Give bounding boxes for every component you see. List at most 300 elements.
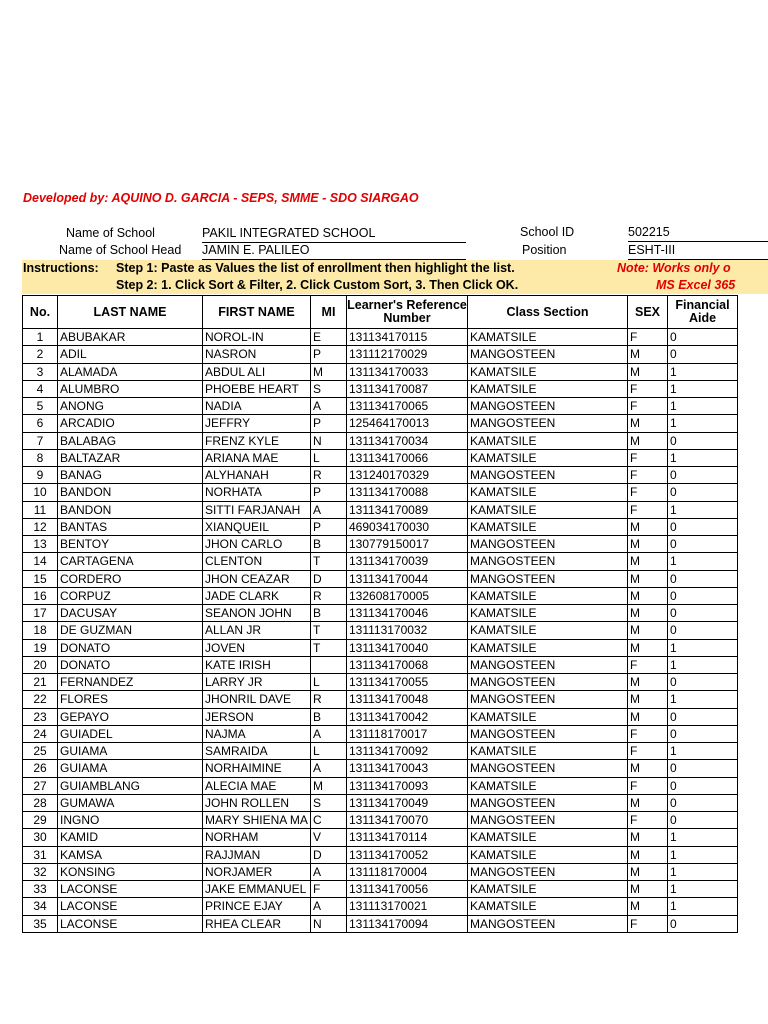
cell-sex[interactable]: F [628, 812, 668, 829]
table-row[interactable] [23, 846, 738, 863]
cell-lrn[interactable]: 131134170068 [347, 656, 468, 673]
cell-sex[interactable]: M [628, 691, 668, 708]
cell-class-section[interactable]: MANGOSTEEN [468, 863, 628, 880]
cell-no[interactable]: 26 [23, 760, 58, 777]
cell-sex[interactable]: M [628, 674, 668, 691]
cell-sex[interactable]: M [628, 794, 668, 811]
cell-lrn[interactable]: 131134170070 [347, 812, 468, 829]
cell-class-section[interactable]: KAMATSILE [468, 829, 628, 846]
cell-last-name[interactable]: DONATO [58, 639, 203, 656]
cell-lrn[interactable]: 131134170043 [347, 760, 468, 777]
cell-financial-aide[interactable]: 1 [668, 829, 738, 846]
cell-sex[interactable]: F [628, 501, 668, 518]
cell-lrn[interactable]: 131240170329 [347, 467, 468, 484]
cell-last-name[interactable]: ADIL [58, 346, 203, 363]
cell-no[interactable]: 4 [23, 380, 58, 397]
cell-sex[interactable]: M [628, 760, 668, 777]
cell-no[interactable]: 29 [23, 812, 58, 829]
cell-lrn[interactable]: 131134170033 [347, 363, 468, 380]
cell-class-section[interactable]: KAMATSILE [468, 329, 628, 346]
cell-last-name[interactable]: GUIAMA [58, 743, 203, 760]
header-sex[interactable]: SEX [628, 296, 668, 329]
cell-class-section[interactable]: KAMATSILE [468, 484, 628, 501]
cell-mi[interactable]: T [311, 639, 347, 656]
cell-sex[interactable]: F [628, 484, 668, 501]
cell-class-section[interactable]: KAMATSILE [468, 777, 628, 794]
cell-sex[interactable]: F [628, 915, 668, 932]
cell-first-name[interactable]: XIANQUEIL [203, 518, 311, 535]
cell-financial-aide[interactable]: 0 [668, 674, 738, 691]
cell-lrn[interactable]: 131134170049 [347, 794, 468, 811]
cell-first-name[interactable]: JOVEN [203, 639, 311, 656]
cell-class-section[interactable]: KAMATSILE [468, 449, 628, 466]
cell-last-name[interactable]: FLORES [58, 691, 203, 708]
cell-class-section[interactable]: KAMATSILE [468, 881, 628, 898]
school-head-value[interactable]: JAMIN E. PALILEO [202, 243, 466, 260]
cell-class-section[interactable]: MANGOSTEEN [468, 725, 628, 742]
cell-first-name[interactable]: NORHATA [203, 484, 311, 501]
cell-class-section[interactable]: MANGOSTEEN [468, 812, 628, 829]
cell-financial-aide[interactable]: 1 [668, 656, 738, 673]
cell-first-name[interactable]: JEFFRY [203, 415, 311, 432]
cell-class-section[interactable]: KAMATSILE [468, 363, 628, 380]
cell-sex[interactable]: M [628, 553, 668, 570]
cell-class-section[interactable]: KAMATSILE [468, 380, 628, 397]
cell-mi[interactable]: L [311, 449, 347, 466]
table-row[interactable] [23, 863, 738, 880]
cell-lrn[interactable]: 132608170005 [347, 587, 468, 604]
cell-financial-aide[interactable]: 0 [668, 794, 738, 811]
cell-no[interactable]: 6 [23, 415, 58, 432]
cell-first-name[interactable]: JOHN ROLLEN [203, 794, 311, 811]
cell-first-name[interactable]: JHON CEAZAR [203, 570, 311, 587]
cell-lrn[interactable]: 131112170029 [347, 346, 468, 363]
cell-mi[interactable]: P [311, 518, 347, 535]
cell-class-section[interactable]: KAMATSILE [468, 605, 628, 622]
cell-no[interactable]: 28 [23, 794, 58, 811]
cell-last-name[interactable]: KONSING [58, 863, 203, 880]
cell-class-section[interactable]: KAMATSILE [468, 501, 628, 518]
cell-first-name[interactable]: ARIANA MAE [203, 449, 311, 466]
cell-mi[interactable]: A [311, 760, 347, 777]
cell-class-section[interactable]: MANGOSTEEN [468, 536, 628, 553]
cell-first-name[interactable]: ABDUL ALI [203, 363, 311, 380]
table-row[interactable] [23, 605, 738, 622]
cell-mi[interactable]: R [311, 467, 347, 484]
cell-lrn[interactable]: 131113170032 [347, 622, 468, 639]
cell-lrn[interactable]: 131118170017 [347, 725, 468, 742]
cell-class-section[interactable]: MANGOSTEEN [468, 467, 628, 484]
cell-mi[interactable]: B [311, 605, 347, 622]
cell-no[interactable]: 23 [23, 708, 58, 725]
table-row[interactable] [23, 380, 738, 397]
cell-no[interactable]: 5 [23, 398, 58, 415]
cell-class-section[interactable]: MANGOSTEEN [468, 656, 628, 673]
cell-no[interactable]: 12 [23, 518, 58, 535]
cell-last-name[interactable]: BANAG [58, 467, 203, 484]
cell-sex[interactable]: M [628, 536, 668, 553]
cell-lrn[interactable]: 131134170034 [347, 432, 468, 449]
cell-financial-aide[interactable]: 0 [668, 432, 738, 449]
cell-no[interactable]: 30 [23, 829, 58, 846]
cell-last-name[interactable]: DACUSAY [58, 605, 203, 622]
cell-lrn[interactable]: 131134170039 [347, 553, 468, 570]
cell-sex[interactable]: M [628, 898, 668, 915]
cell-mi[interactable]: V [311, 829, 347, 846]
table-row[interactable] [23, 553, 738, 570]
cell-no[interactable]: 32 [23, 863, 58, 880]
cell-first-name[interactable]: LARRY JR [203, 674, 311, 691]
cell-mi[interactable]: R [311, 587, 347, 604]
cell-financial-aide[interactable]: 1 [668, 415, 738, 432]
cell-class-section[interactable]: KAMATSILE [468, 846, 628, 863]
cell-first-name[interactable]: JADE CLARK [203, 587, 311, 604]
table-row[interactable] [23, 467, 738, 484]
cell-no[interactable]: 13 [23, 536, 58, 553]
cell-financial-aide[interactable]: 0 [668, 725, 738, 742]
cell-financial-aide[interactable]: 1 [668, 863, 738, 880]
cell-lrn[interactable]: 131134170115 [347, 329, 468, 346]
cell-first-name[interactable]: NORHAM [203, 829, 311, 846]
cell-financial-aide[interactable]: 0 [668, 587, 738, 604]
cell-mi[interactable]: P [311, 346, 347, 363]
cell-no[interactable]: 18 [23, 622, 58, 639]
cell-last-name[interactable]: CORPUZ [58, 587, 203, 604]
cell-sex[interactable]: M [628, 829, 668, 846]
cell-class-section[interactable]: MANGOSTEEN [468, 346, 628, 363]
cell-class-section[interactable]: KAMATSILE [468, 743, 628, 760]
table-row[interactable] [23, 915, 738, 932]
cell-financial-aide[interactable]: 1 [668, 363, 738, 380]
cell-no[interactable]: 27 [23, 777, 58, 794]
cell-financial-aide[interactable]: 1 [668, 743, 738, 760]
cell-no[interactable]: 1 [23, 329, 58, 346]
cell-mi[interactable]: A [311, 398, 347, 415]
cell-mi[interactable]: S [311, 380, 347, 397]
table-row[interactable] [23, 794, 738, 811]
cell-mi[interactable]: N [311, 432, 347, 449]
cell-first-name[interactable]: NADIA [203, 398, 311, 415]
cell-first-name[interactable]: JERSON [203, 708, 311, 725]
cell-last-name[interactable]: CORDERO [58, 570, 203, 587]
cell-lrn[interactable]: 125464170013 [347, 415, 468, 432]
cell-sex[interactable]: F [628, 467, 668, 484]
table-row[interactable] [23, 484, 738, 501]
cell-financial-aide[interactable]: 0 [668, 777, 738, 794]
cell-financial-aide[interactable]: 0 [668, 467, 738, 484]
cell-first-name[interactable]: NORHAIMINE [203, 760, 311, 777]
cell-first-name[interactable]: PRINCE EJAY [203, 898, 311, 915]
cell-last-name[interactable]: GUIAMA [58, 760, 203, 777]
cell-sex[interactable]: F [628, 398, 668, 415]
cell-mi[interactable]: S [311, 794, 347, 811]
table-row[interactable] [23, 329, 738, 346]
cell-first-name[interactable]: RHEA CLEAR [203, 915, 311, 932]
cell-financial-aide[interactable]: 0 [668, 518, 738, 535]
cell-first-name[interactable]: JAKE EMMANUEL [203, 881, 311, 898]
cell-financial-aide[interactable]: 0 [668, 915, 738, 932]
cell-lrn[interactable]: 131118170004 [347, 863, 468, 880]
table-row[interactable] [23, 639, 738, 656]
cell-class-section[interactable]: MANGOSTEEN [468, 553, 628, 570]
cell-last-name[interactable]: BANTAS [58, 518, 203, 535]
cell-last-name[interactable]: DE GUZMAN [58, 622, 203, 639]
cell-sex[interactable]: M [628, 708, 668, 725]
cell-last-name[interactable]: KAMID [58, 829, 203, 846]
cell-no[interactable]: 24 [23, 725, 58, 742]
cell-mi[interactable]: P [311, 415, 347, 432]
cell-no[interactable]: 17 [23, 605, 58, 622]
cell-no[interactable]: 11 [23, 501, 58, 518]
header-financial-aide[interactable]: Financial Aide [668, 296, 738, 329]
cell-last-name[interactable]: LACONSE [58, 915, 203, 932]
table-row[interactable] [23, 415, 738, 432]
cell-sex[interactable]: M [628, 570, 668, 587]
table-row[interactable] [23, 777, 738, 794]
cell-no[interactable]: 9 [23, 467, 58, 484]
cell-class-section[interactable]: MANGOSTEEN [468, 760, 628, 777]
cell-lrn[interactable]: 131134170094 [347, 915, 468, 932]
cell-last-name[interactable]: GUIAMBLANG [58, 777, 203, 794]
cell-last-name[interactable]: DONATO [58, 656, 203, 673]
table-row[interactable] [23, 622, 738, 639]
cell-class-section[interactable]: KAMATSILE [468, 708, 628, 725]
cell-lrn[interactable]: 131134170040 [347, 639, 468, 656]
cell-no[interactable]: 33 [23, 881, 58, 898]
cell-mi[interactable] [311, 656, 347, 673]
cell-last-name[interactable]: LACONSE [58, 881, 203, 898]
cell-financial-aide[interactable]: 0 [668, 760, 738, 777]
cell-mi[interactable]: P [311, 484, 347, 501]
cell-sex[interactable]: M [628, 846, 668, 863]
cell-mi[interactable]: A [311, 725, 347, 742]
cell-lrn[interactable]: 131134170046 [347, 605, 468, 622]
cell-no[interactable]: 16 [23, 587, 58, 604]
cell-lrn[interactable]: 130779150017 [347, 536, 468, 553]
cell-class-section[interactable]: MANGOSTEEN [468, 691, 628, 708]
cell-class-section[interactable]: MANGOSTEEN [468, 570, 628, 587]
cell-class-section[interactable]: MANGOSTEEN [468, 398, 628, 415]
table-row[interactable] [23, 363, 738, 380]
cell-sex[interactable]: M [628, 415, 668, 432]
cell-financial-aide[interactable]: 1 [668, 881, 738, 898]
header-lrn[interactable]: Learner's Reference Number [347, 296, 468, 329]
cell-first-name[interactable]: ALLAN JR [203, 622, 311, 639]
cell-sex[interactable]: M [628, 863, 668, 880]
cell-no[interactable]: 34 [23, 898, 58, 915]
cell-lrn[interactable]: 131134170065 [347, 398, 468, 415]
cell-first-name[interactable]: ALECIA MAE [203, 777, 311, 794]
cell-mi[interactable]: F [311, 881, 347, 898]
cell-sex[interactable]: F [628, 656, 668, 673]
header-last-name[interactable]: LAST NAME [58, 296, 203, 329]
cell-sex[interactable]: F [628, 777, 668, 794]
cell-first-name[interactable]: NOROL-IN [203, 329, 311, 346]
cell-sex[interactable]: M [628, 881, 668, 898]
cell-last-name[interactable]: LACONSE [58, 898, 203, 915]
cell-first-name[interactable]: SITTI FARJANAH [203, 501, 311, 518]
cell-last-name[interactable]: BANDON [58, 501, 203, 518]
cell-no[interactable]: 19 [23, 639, 58, 656]
cell-lrn[interactable]: 131134170093 [347, 777, 468, 794]
cell-financial-aide[interactable]: 0 [668, 346, 738, 363]
cell-class-section[interactable]: KAMATSILE [468, 622, 628, 639]
cell-mi[interactable]: T [311, 622, 347, 639]
table-row[interactable] [23, 449, 738, 466]
cell-first-name[interactable]: SAMRAIDA [203, 743, 311, 760]
cell-no[interactable]: 14 [23, 553, 58, 570]
cell-no[interactable]: 20 [23, 656, 58, 673]
cell-lrn[interactable]: 131113170021 [347, 898, 468, 915]
cell-last-name[interactable]: ANONG [58, 398, 203, 415]
cell-sex[interactable]: F [628, 725, 668, 742]
cell-financial-aide[interactable]: 1 [668, 501, 738, 518]
cell-last-name[interactable]: GEPAYO [58, 708, 203, 725]
cell-financial-aide[interactable]: 0 [668, 622, 738, 639]
cell-sex[interactable]: M [628, 587, 668, 604]
cell-last-name[interactable]: GUMAWA [58, 794, 203, 811]
cell-lrn[interactable]: 131134170088 [347, 484, 468, 501]
cell-lrn[interactable]: 131134170087 [347, 380, 468, 397]
cell-class-section[interactable]: MANGOSTEEN [468, 415, 628, 432]
cell-first-name[interactable]: NORJAMER [203, 863, 311, 880]
cell-mi[interactable]: D [311, 846, 347, 863]
table-row[interactable] [23, 398, 738, 415]
cell-last-name[interactable]: BALABAG [58, 432, 203, 449]
school-id-value[interactable]: 502215 [628, 225, 768, 242]
cell-no[interactable]: 21 [23, 674, 58, 691]
table-row[interactable] [23, 812, 738, 829]
table-row[interactable] [23, 432, 738, 449]
cell-class-section[interactable]: KAMATSILE [468, 432, 628, 449]
table-row[interactable] [23, 760, 738, 777]
cell-sex[interactable]: M [628, 346, 668, 363]
cell-first-name[interactable]: JHONRIL DAVE [203, 691, 311, 708]
cell-no[interactable]: 22 [23, 691, 58, 708]
cell-last-name[interactable]: BENTOY [58, 536, 203, 553]
cell-lrn[interactable]: 131134170044 [347, 570, 468, 587]
cell-class-section[interactable]: MANGOSTEEN [468, 794, 628, 811]
table-row[interactable] [23, 518, 738, 535]
header-mi[interactable]: MI [311, 296, 347, 329]
cell-financial-aide[interactable]: 1 [668, 639, 738, 656]
cell-financial-aide[interactable]: 0 [668, 708, 738, 725]
cell-class-section[interactable]: KAMATSILE [468, 587, 628, 604]
cell-financial-aide[interactable]: 1 [668, 380, 738, 397]
cell-sex[interactable]: M [628, 432, 668, 449]
header-no[interactable]: No. [23, 296, 58, 329]
cell-first-name[interactable]: ALYHANAH [203, 467, 311, 484]
cell-last-name[interactable]: GUIADEL [58, 725, 203, 742]
cell-first-name[interactable]: RAJJMAN [203, 846, 311, 863]
cell-financial-aide[interactable]: 1 [668, 398, 738, 415]
cell-class-section[interactable]: KAMATSILE [468, 898, 628, 915]
cell-no[interactable]: 31 [23, 846, 58, 863]
cell-sex[interactable]: M [628, 639, 668, 656]
cell-financial-aide[interactable]: 1 [668, 553, 738, 570]
cell-sex[interactable]: F [628, 449, 668, 466]
cell-lrn[interactable]: 131134170066 [347, 449, 468, 466]
table-row[interactable] [23, 708, 738, 725]
cell-mi[interactable]: E [311, 329, 347, 346]
table-row[interactable] [23, 346, 738, 363]
cell-first-name[interactable]: KATE IRISH [203, 656, 311, 673]
cell-mi[interactable]: N [311, 915, 347, 932]
cell-mi[interactable]: B [311, 536, 347, 553]
cell-no[interactable]: 35 [23, 915, 58, 932]
cell-mi[interactable]: M [311, 363, 347, 380]
table-row[interactable] [23, 725, 738, 742]
cell-no[interactable]: 10 [23, 484, 58, 501]
cell-financial-aide[interactable]: 0 [668, 812, 738, 829]
table-row[interactable] [23, 587, 738, 604]
cell-sex[interactable]: M [628, 622, 668, 639]
cell-financial-aide[interactable]: 0 [668, 605, 738, 622]
cell-first-name[interactable]: CLENTON [203, 553, 311, 570]
cell-sex[interactable]: F [628, 329, 668, 346]
cell-last-name[interactable]: KAMSA [58, 846, 203, 863]
cell-mi[interactable]: L [311, 674, 347, 691]
position-value[interactable]: ESHT-III [628, 243, 768, 260]
cell-last-name[interactable]: CARTAGENA [58, 553, 203, 570]
cell-class-section[interactable]: MANGOSTEEN [468, 915, 628, 932]
cell-financial-aide[interactable]: 0 [668, 329, 738, 346]
cell-financial-aide[interactable]: 0 [668, 484, 738, 501]
cell-last-name[interactable]: BALTAZAR [58, 449, 203, 466]
cell-first-name[interactable]: MARY SHIENA MA [203, 812, 311, 829]
table-row[interactable] [23, 898, 738, 915]
cell-mi[interactable]: T [311, 553, 347, 570]
cell-class-section[interactable]: MANGOSTEEN [468, 674, 628, 691]
cell-financial-aide[interactable]: 1 [668, 449, 738, 466]
cell-lrn[interactable]: 469034170030 [347, 518, 468, 535]
cell-mi[interactable]: R [311, 691, 347, 708]
cell-no[interactable]: 15 [23, 570, 58, 587]
cell-last-name[interactable]: ABUBAKAR [58, 329, 203, 346]
cell-lrn[interactable]: 131134170056 [347, 881, 468, 898]
cell-no[interactable]: 3 [23, 363, 58, 380]
cell-financial-aide[interactable]: 0 [668, 536, 738, 553]
cell-financial-aide[interactable]: 1 [668, 691, 738, 708]
table-row[interactable] [23, 881, 738, 898]
cell-last-name[interactable]: ARCADIO [58, 415, 203, 432]
cell-financial-aide[interactable]: 0 [668, 570, 738, 587]
cell-financial-aide[interactable]: 1 [668, 898, 738, 915]
cell-first-name[interactable]: JHON CARLO [203, 536, 311, 553]
table-row[interactable] [23, 829, 738, 846]
cell-last-name[interactable]: FERNANDEZ [58, 674, 203, 691]
school-name-value[interactable]: PAKIL INTEGRATED SCHOOL [202, 226, 466, 243]
cell-financial-aide[interactable]: 1 [668, 846, 738, 863]
cell-mi[interactable]: L [311, 743, 347, 760]
cell-sex[interactable]: M [628, 363, 668, 380]
table-row[interactable] [23, 536, 738, 553]
cell-first-name[interactable]: NAJMA [203, 725, 311, 742]
cell-lrn[interactable]: 131134170114 [347, 829, 468, 846]
header-first-name[interactable]: FIRST NAME [203, 296, 311, 329]
cell-mi[interactable]: A [311, 898, 347, 915]
cell-mi[interactable]: D [311, 570, 347, 587]
cell-mi[interactable]: A [311, 863, 347, 880]
cell-sex[interactable]: M [628, 605, 668, 622]
cell-first-name[interactable]: SEANON JOHN [203, 605, 311, 622]
table-row[interactable] [23, 570, 738, 587]
cell-lrn[interactable]: 131134170052 [347, 846, 468, 863]
cell-sex[interactable]: M [628, 518, 668, 535]
cell-first-name[interactable]: FRENZ KYLE [203, 432, 311, 449]
cell-class-section[interactable]: KAMATSILE [468, 639, 628, 656]
table-row[interactable] [23, 743, 738, 760]
